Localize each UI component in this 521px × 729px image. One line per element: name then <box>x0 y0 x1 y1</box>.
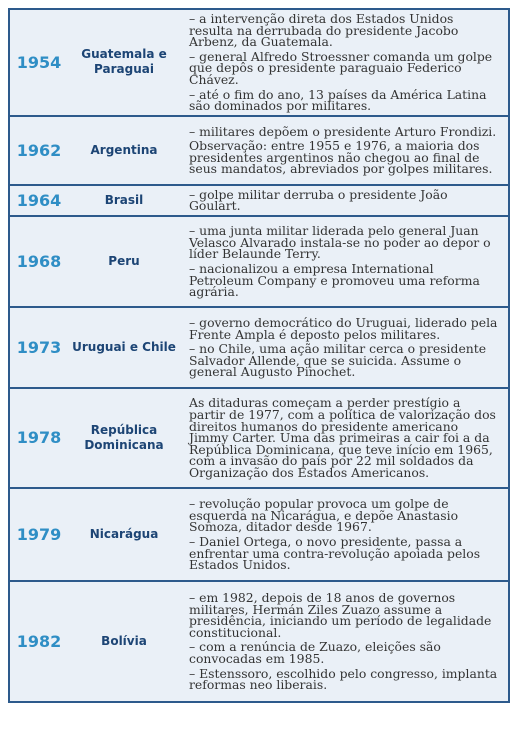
timeline-body <box>9 9 509 702</box>
country-cell: Uruguai e Chile <box>68 307 180 388</box>
event-text: – militares depõem o presidente Arturo Frondizi. <box>189 123 497 139</box>
events-cell <box>180 116 509 185</box>
country-cell: Argentina <box>68 116 180 185</box>
event-text: – revolução popular provoca um golpe de esquerda na Nicarágua, e depõe Anastasio Somoza, ditador desde 1967. <box>189 496 459 535</box>
event-text: – uma junta militar liderada pelo general Juan Velasco Alvarado instala-se no poder ao depor o líder Belaunde Terry. <box>189 223 491 262</box>
table-row <box>9 488 509 581</box>
year-cell: 1978 <box>9 388 68 488</box>
event-text: – até o fim do ano, 13 países da América Latina são dominados por militares. <box>189 86 487 114</box>
events-cell <box>180 388 509 488</box>
event-text: – no Chile, uma ação militar cerca o presidente Salvador Allende, que se suicida. Assume o general Augusto Pinochet. <box>189 341 487 380</box>
table-row <box>9 581 509 702</box>
year-cell: 1982 <box>9 581 68 702</box>
country-cell: Peru <box>68 216 180 307</box>
table-row <box>9 307 509 388</box>
event-text: – com a renúncia de Zuazo, eleições são convocadas em 1985. <box>189 639 441 667</box>
event-text: – general Alfredo Stroessner comanda um golpe que depôs o presidente paraguaio Federico Chávez. <box>189 48 493 87</box>
year-cell: 1979 <box>9 488 68 581</box>
event-text: – a intervenção direta dos Estados Unidos resulta na derrubada do presidente Jacobo Arbenz, da Guatemala. <box>189 11 459 50</box>
table-row <box>9 216 509 307</box>
year-cell: 1954 <box>16 52 62 72</box>
events-cell <box>180 9 509 116</box>
country-cell: Brasil <box>68 185 180 216</box>
event-text: – em 1982, depois de 18 anos de governos militares, Hermán Ziles Zuazo assume a presidência, iniciando um período de legalidade constitucional. <box>189 590 492 640</box>
country-cell: Bolívia <box>68 581 180 702</box>
event-text: – nacionalizou a empresa International Petroleum Company e promoveu uma reforma agrária. <box>189 260 480 300</box>
year-cell: 1964 <box>9 185 68 216</box>
events-cell <box>180 488 509 581</box>
event-text: Observação: entre 1955 e 1976, a maioria dos presidentes argentinos não chegou ao final de seus mandatos, abreviados por golpes militares. <box>189 138 493 177</box>
table-row <box>9 116 509 185</box>
table-row <box>9 388 509 488</box>
country-cell: República Dominicana <box>68 388 180 488</box>
table-row <box>9 185 509 216</box>
year-cell: 1973 <box>9 307 68 388</box>
event-text: – golpe militar derruba o presidente João Goulart. <box>189 186 448 214</box>
event-text: As ditaduras começam a perder prestígio a partir de 1977, com a política de valorização dos direitos humanos do presidente americano Jimmy Carter. Uma das primeiras a cair foi a da República Dominicana, que teve início em 1965, com a invasão do país por 22 mil soldados da Organização dos Estados Americanos. <box>189 395 496 480</box>
events-cell <box>180 185 509 216</box>
events-cell <box>180 581 509 702</box>
year-cell: 1962 <box>9 116 68 185</box>
events-cell <box>180 307 509 388</box>
events-cell <box>180 216 509 307</box>
timeline-table <box>8 8 510 703</box>
country-cell: Guatemala e Paraguai <box>81 47 167 77</box>
year-cell: 1968 <box>9 216 68 307</box>
country-cell: Nicarágua <box>68 488 180 581</box>
event-text: – governo democrático do Uruguai, liderado pela Frente Ampla é deposto pelos militares. <box>189 314 498 342</box>
table-row <box>9 9 509 116</box>
event-text: – Daniel Ortega, o novo presidente, passa a enfrentar uma contra-revolução apoiada pelos Estados Unidos. <box>189 533 481 573</box>
event-text: – Estenssoro, escolhido pelo congresso, implanta reformas neo liberais. <box>189 665 498 693</box>
